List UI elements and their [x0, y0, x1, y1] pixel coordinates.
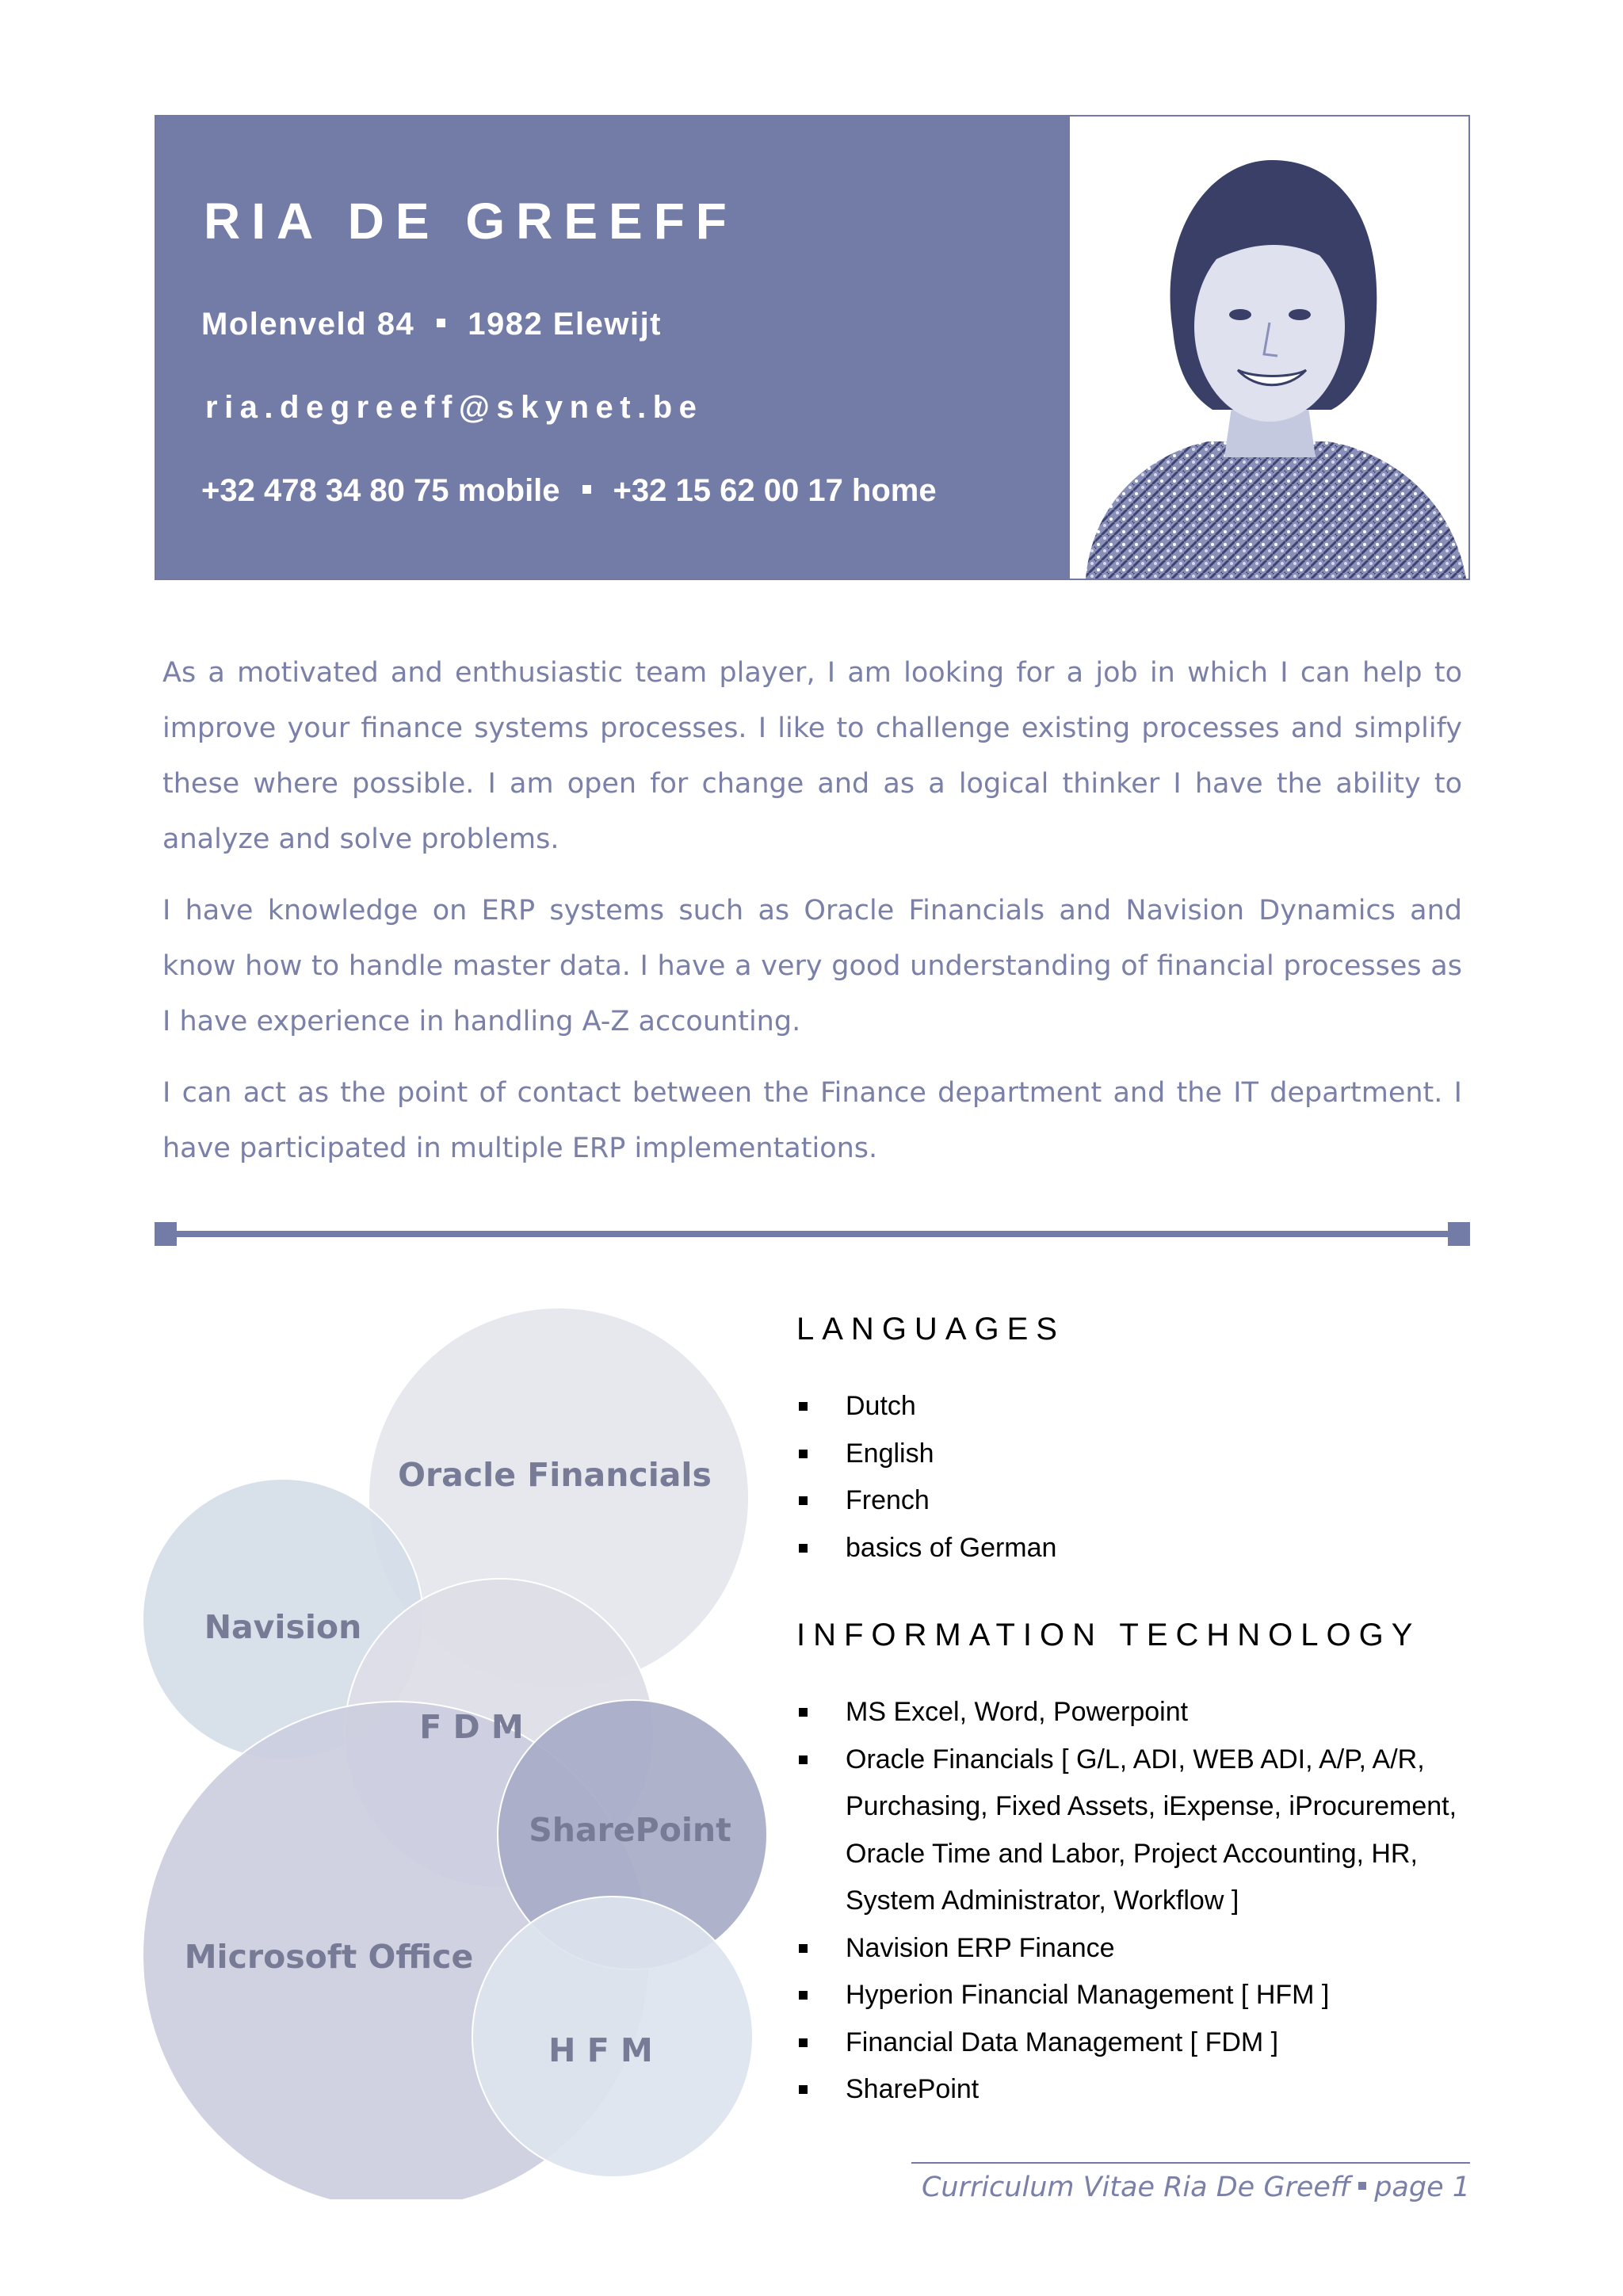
square-bullet-icon: [799, 2038, 808, 2047]
list-item: [796, 1477, 1470, 1525]
list-item: [796, 1383, 1470, 1431]
page-footer: [911, 2162, 1470, 2203]
languages-heading: LANGUAGES: [796, 1312, 1065, 1347]
home-phone[interactable]: +32 15 62 00 17 home: [613, 473, 937, 508]
list-item: [796, 1925, 1470, 1973]
skills-column: [796, 1312, 1470, 2114]
square-bullet-icon: [799, 1944, 808, 1953]
postal-address: [201, 307, 662, 342]
square-bullet-icon: [1358, 2182, 1366, 2190]
section-divider: [155, 1222, 1470, 1246]
square-bullet-icon: [799, 1991, 808, 2000]
bubble-label-oracle-financials: Oracle Financials: [398, 1456, 712, 1494]
language-item: English: [846, 1438, 934, 1469]
list-item: [796, 1972, 1470, 2019]
it-skill-item: Oracle Financials [ G/L, ADI, WEB ADI, A/P, A/R, Purchasing, Fixed Assets, iExpense, iProcurement, Oracle Time and Labor, Project Accounting, HR, System Administrator, Workflow ]: [846, 1744, 1457, 1916]
it-skill-item: Hyperion Financial Management [ HFM ]: [846, 1980, 1330, 2010]
list-item: [796, 1736, 1470, 1925]
language-item: French: [846, 1485, 930, 1515]
mobile-phone[interactable]: +32 478 34 80 75 mobile: [201, 473, 560, 508]
it-skills-list: [796, 1689, 1470, 2114]
square-bullet-icon: [437, 319, 445, 327]
candidate-name: RIA DE GREEFF: [204, 193, 738, 250]
phone-numbers: [201, 473, 937, 509]
divider-bar: [177, 1231, 1448, 1237]
list-item: [796, 1525, 1470, 1572]
bubble-diagram-svg: [143, 1280, 777, 2199]
square-bullet-icon: [799, 1402, 808, 1411]
languages-list: [796, 1383, 1470, 1572]
it-skill-item: Financial Data Management [ FDM ]: [846, 2027, 1279, 2057]
it-skill-item: MS Excel, Word, Powerpoint: [846, 1697, 1189, 1727]
it-skill-item: Navision ERP Finance: [846, 1932, 1115, 1963]
portrait-illustration: [1070, 117, 1468, 579]
profile-summary: [162, 645, 1462, 1192]
bubble-label-fdm: F D M: [419, 1708, 524, 1746]
square-bullet-icon: [799, 1496, 808, 1505]
list-item: [796, 1431, 1470, 1478]
square-bullet-icon: [799, 1755, 808, 1764]
language-item: basics of German: [846, 1532, 1057, 1563]
list-item: [796, 2066, 1470, 2114]
contact-panel: [156, 117, 1070, 579]
skills-bubble-diagram: [143, 1280, 777, 2199]
page-number: page 1: [1374, 2172, 1470, 2203]
divider-end-left: [155, 1222, 177, 1246]
square-bullet-icon: [799, 1544, 808, 1553]
city-address: 1982 Elewijt: [468, 307, 662, 342]
it-heading: INFORMATION TECHNOLOGY: [796, 1618, 1421, 1652]
street-address: Molenveld 84: [201, 307, 415, 342]
list-item: [796, 2019, 1470, 2067]
bubble-label-sharepoint: SharePoint: [529, 1811, 731, 1849]
cv-header: [155, 115, 1470, 580]
summary-paragraph: I have knowledge on ERP systems such as Oracle Financials and Navision Dynamics and know how to handle master data. I have a very good understanding of financial processes as I have experience in handling A-Z accounting.: [162, 895, 1462, 1037]
bubble-label-microsoft-office: Microsoft Office: [184, 1938, 474, 1976]
language-item: Dutch: [846, 1391, 916, 1421]
square-bullet-icon: [582, 485, 591, 494]
list-item: [796, 1689, 1470, 1736]
summary-paragraph: I can act as the point of contact between the Finance department and the IT department. I have participated in multiple ERP implementations.: [162, 1077, 1462, 1164]
bubble-label-hfm: H F M: [548, 2031, 653, 2069]
square-bullet-icon: [799, 2085, 808, 2094]
bubble-label-navision: Navision: [204, 1608, 362, 1646]
profile-photo: [1070, 117, 1468, 579]
footer-title: Curriculum Vitae Ria De Greeff: [921, 2172, 1351, 2203]
square-bullet-icon: [799, 1708, 808, 1717]
summary-paragraph: As a motivated and enthusiastic team player, I am looking for a job in which I can help to improve your finance systems processes. I like to challenge existing processes and simplify these where possible. I am open for change and as a logical thinker I have the ability to analyze and solve problems.: [162, 657, 1462, 855]
divider-end-right: [1448, 1222, 1470, 1246]
it-skill-item: SharePoint: [846, 2074, 980, 2104]
email-address[interactable]: ria.degreeff@skynet.be: [205, 390, 704, 425]
square-bullet-icon: [799, 1450, 808, 1458]
